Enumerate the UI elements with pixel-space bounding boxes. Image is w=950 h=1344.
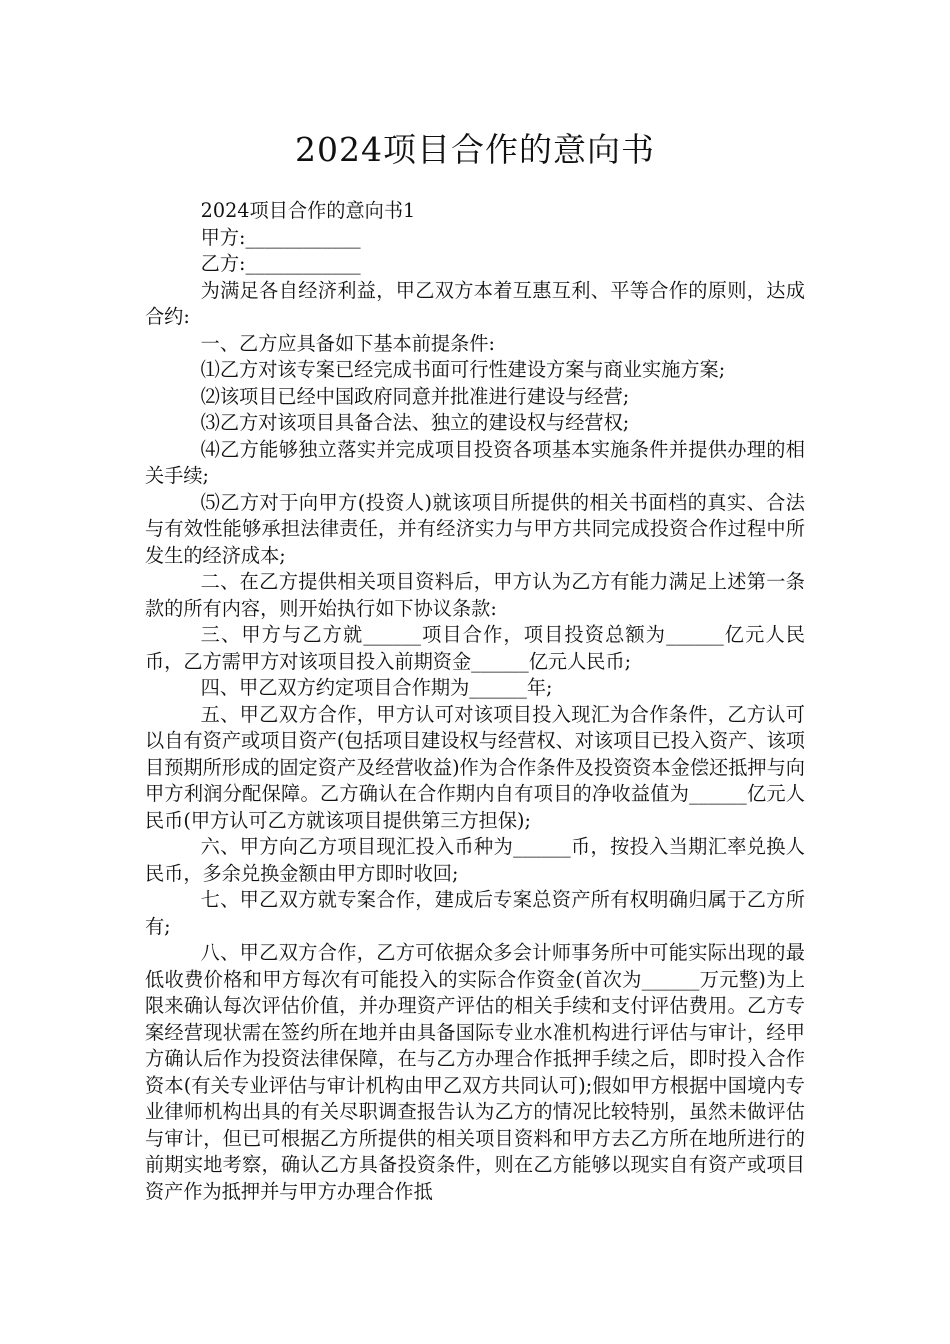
clause-4: 四、甲乙双方约定项目合作期为______年; — [200, 676, 553, 699]
subtitle-line: 2024项目合作的意向书1 — [200, 199, 416, 222]
clause-1: 一、乙方应具备如下基本前提条件: — [200, 331, 495, 355]
clause-8: 八、甲乙双方合作，乙方可依据众多会计师事务所中可能实际出现的最低收费价格和甲方每次有可能投入的实际合作资金(首次为______万元整)为上限来确认每次评估价值，并办理资产评估的相关手续和支付评估费用。乙方专案经营现状需在签约所在地并由具备国际专业水准机构进行评估与审计，经甲方确认后作为投资法律保障，在与乙方办理合作抵押手续之后，即时投入合作资本(有关专业评估与审计机构由甲乙双方共同认可);假如甲方根据中国境内专业律师机构出具的有关尽职调查报告认为乙方的情况比较特别，虽然未做评估与审计，但已可根据乙方所提供的相关项目资料和甲方去乙方所在地所进行的前期实地考察，确认乙方具备投资条件，则在乙方能够以现实自有资产或项目资产作为抵押并与甲方办理合作抵 — [145, 941, 805, 1203]
clause-5: 五、甲乙双方合作，甲方认可对该项目投入现汇为合作条件，乙方认可以自有资产或项目资产(包括项目建设权与经营权、对该项目已投入资产、该项目预期所形成的固定资产及经营收益)作为合作条件及投资资本金偿还抵押与向甲方利润分配保障。乙方确认在合作期内自有项目的净收益值为______亿元人民币(甲方认可乙方就该项目提供第三方担保); — [145, 702, 805, 832]
document-title: 2024项目合作的意向书 — [295, 130, 655, 169]
clause-1-item-3: ⑶乙方对该项目具备合法、独立的建设权与经营权; — [200, 411, 630, 434]
clause-2: 二、在乙方提供相关项目资料后，甲方认为乙方有能力满足上述第一条款的所有内容，则开始执行如下协议条款: — [145, 570, 805, 620]
clause-6: 六、甲方向乙方项目现汇投入币种为______币，按投入当期汇率兑换人民币，多余兑换金额由甲方即时收回; — [145, 835, 805, 885]
document-body — [145, 198, 805, 1205]
party-b-line: 乙方:____________ — [200, 252, 361, 275]
clause-1-item-4: ⑷乙方能够独立落实并完成项目投资各项基本实施条件并提供办理的相关手续; — [145, 437, 805, 487]
clause-3: 三、甲方与乙方就______项目合作，项目投资总额为______亿元人民币，乙方需甲方对该项目投入前期资金______亿元人民币; — [145, 623, 805, 673]
clause-7: 七、甲乙双方就专案合作，建成后专案总资产所有权明确归属于乙方所有; — [145, 888, 805, 938]
clause-1-item-2: ⑵该项目已经中国政府同意并批准进行建设与经营; — [200, 384, 630, 408]
clause-1-item-5: ⑸乙方对于向甲方(投资人)就该项目所提供的相关书面档的真实、合法与有效性能够承担法律责任，并有经济实力与甲方共同完成投资合作过程中所发生的经济成本; — [145, 490, 805, 567]
intro-paragraph: 为满足各自经济利益，甲乙双方本着互惠互利、平等合作的原则，达成合约: — [145, 278, 805, 328]
party-a-line: 甲方:____________ — [200, 225, 361, 249]
clause-1-item-1: ⑴乙方对该专案已经完成书面可行性建设方案与商业实施方案; — [200, 358, 726, 381]
